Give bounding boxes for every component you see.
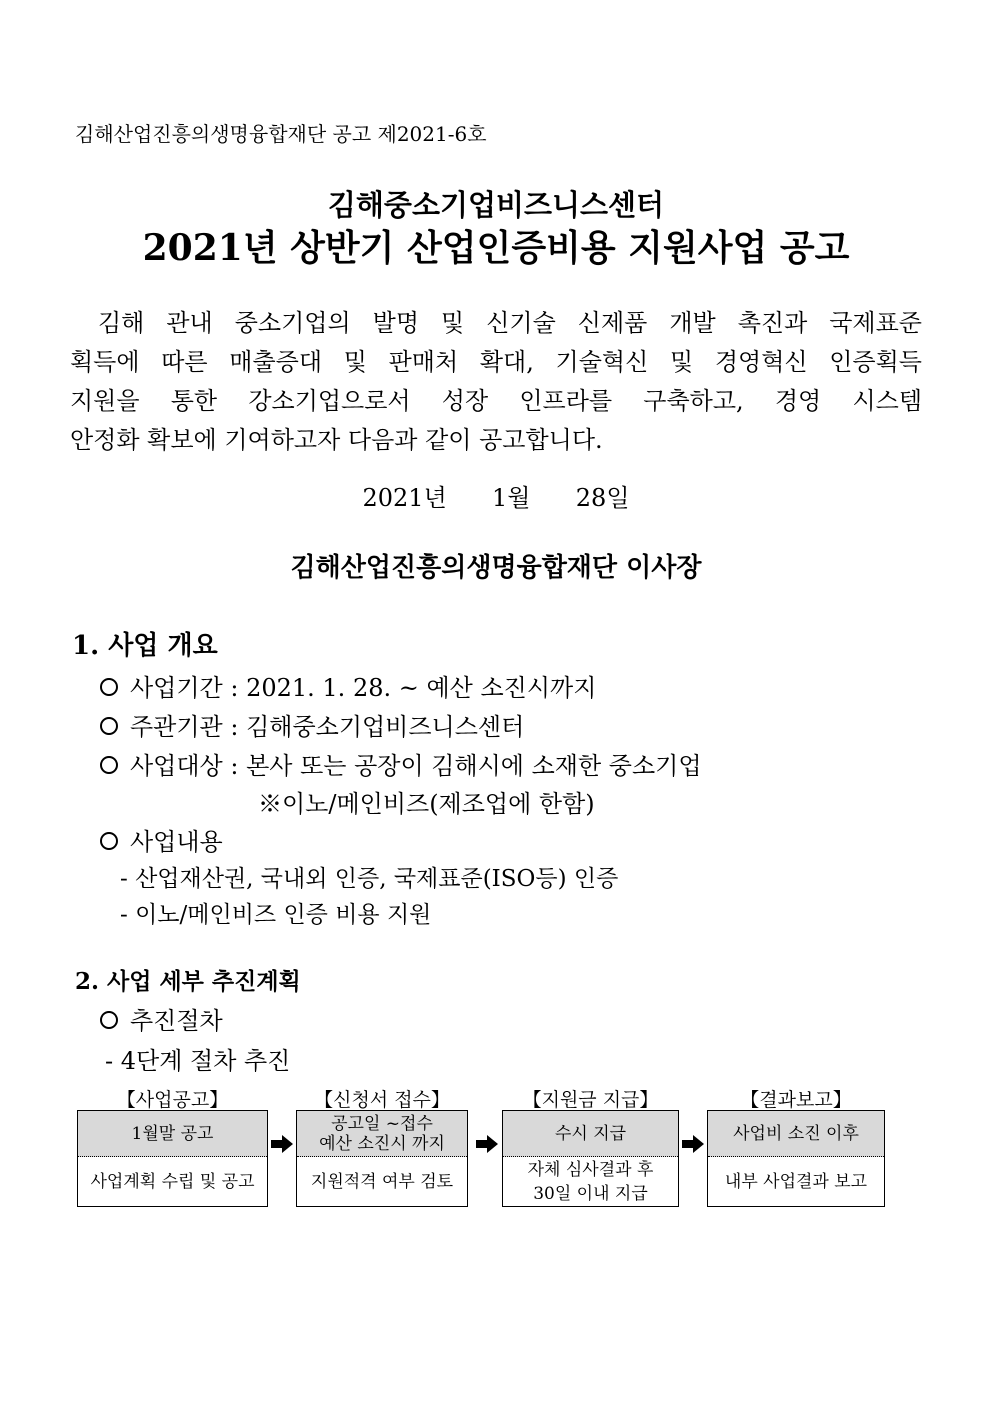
section1-heading: 1. 사업 개요	[72, 631, 218, 661]
content-item: - 이노/메인비즈 인증 비용 지원	[120, 902, 432, 928]
step-bottom: 자체 심사결과 후 30일 이내 지급	[527, 1159, 654, 1204]
intro-line: 지원을 통한 강소기업으로서 성장 인프라를 구축하고, 경영 시스템	[70, 387, 922, 415]
circle-bullet-icon	[100, 717, 118, 735]
target-row	[100, 746, 702, 781]
notice-date	[0, 478, 992, 513]
step-header: 【지원금 지급】	[522, 1089, 659, 1111]
step-bottom: 사업계획 수립 및 공고	[90, 1171, 255, 1192]
period-row	[100, 668, 596, 703]
circle-bullet-icon	[100, 756, 118, 774]
step-box	[77, 1110, 268, 1207]
period-text: 사업기간 : 2021. 1. 28. ~ 예산 소진시까지	[130, 674, 597, 702]
content-label: 사업내용	[130, 828, 223, 856]
issuer: 김해산업진흥의생명융합재단 이사장	[290, 553, 702, 583]
procedure-row	[100, 1001, 223, 1036]
intro-line: 획득에 따른 매출증대 및 판매처 확대, 기술혁신 및 경영혁신 인증획득	[70, 348, 922, 376]
section2-heading: 2. 사업 세부 추진계획	[75, 968, 301, 995]
procedure-label: 추진절차	[130, 1007, 223, 1035]
arrow-right-icon	[476, 1135, 498, 1153]
date-month: 1월	[492, 484, 531, 512]
step-header: 【사업공고】	[116, 1089, 229, 1111]
step-bottom: 내부 사업결과 보고	[724, 1171, 868, 1192]
target-text: 사업대상 : 본사 또는 공장이 김해시에 소재한 중소기업	[130, 752, 702, 780]
date-day: 28일	[575, 484, 630, 512]
intro-paragraph	[70, 304, 922, 460]
organizer-row	[100, 707, 524, 742]
circle-bullet-icon	[100, 678, 118, 696]
step-box	[502, 1110, 679, 1207]
procedure-note: - 4단계 절차 추진	[105, 1047, 291, 1075]
arrow-right-icon	[682, 1135, 704, 1153]
target-note: ※이노/메인비즈(제조업에 한함)	[258, 790, 595, 818]
date-year: 2021년	[362, 484, 447, 512]
step-top: 공고일 ~접수 예산 소진시 까지	[297, 1111, 467, 1157]
intro-line: 안정화 확보에 기여하고자 다음과 같이 공고합니다.	[70, 426, 603, 454]
step-header: 【신청서 접수】	[314, 1089, 450, 1111]
step-box	[707, 1110, 885, 1207]
notice-number: 김해산업진흥의생명융합재단 공고 제2021-6호	[75, 122, 487, 146]
step-top: 1월말 공고	[78, 1111, 267, 1157]
step-top: 사업비 소진 이후	[708, 1111, 884, 1157]
circle-bullet-icon	[100, 1011, 118, 1029]
step-header: 【결과보고】	[740, 1089, 852, 1111]
organization-name: 김해중소기업비즈니스센터	[327, 188, 665, 222]
content-item: - 산업재산권, 국내외 인증, 국제표준(ISO등) 인증	[120, 866, 619, 892]
arrow-right-icon	[271, 1135, 293, 1153]
intro-line: 김해 관내 중소기업의 발명 및 신기술 신제품 개발 촉진과 국제표준	[98, 309, 922, 337]
organizer-text: 주관기관 : 김해중소기업비즈니스센터	[130, 713, 525, 741]
page-title: 2021년 상반기 산업인증비용 지원사업 공고	[142, 227, 850, 269]
step-top: 수시 지급	[503, 1111, 678, 1157]
step-bottom: 지원적격 여부 검토	[310, 1171, 454, 1192]
content-row	[100, 822, 223, 857]
step-box	[296, 1110, 468, 1207]
circle-bullet-icon	[100, 832, 118, 850]
